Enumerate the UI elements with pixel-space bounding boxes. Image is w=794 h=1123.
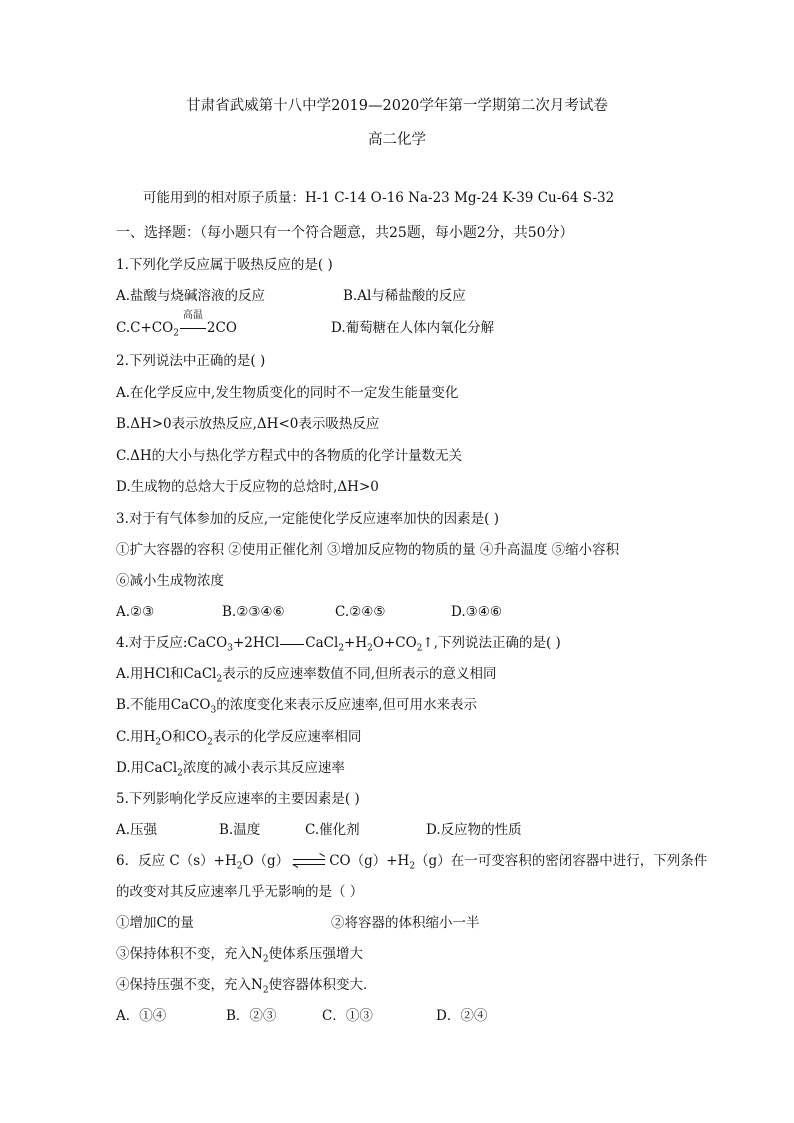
q6-stem-text: O（g） — [242, 853, 290, 869]
q3-option-d: D.③④⑥ — [451, 604, 502, 620]
q1-option-b: B.Al与稀盐酸的反应 — [343, 288, 466, 304]
reaction-equals-line — [280, 639, 304, 649]
q2-option-a: A.在化学反应中,发生物质变化的同时不一定发生能量变化 — [116, 385, 459, 401]
q1-option-d: D.葡萄糖在人体内氧化分解 — [331, 320, 495, 336]
q6-condition-2: ②将容器的体积缩小一半 — [331, 915, 480, 931]
q1-c-sub: 2 — [173, 328, 179, 339]
q4-c-text: 表示的化学反应速率相同 — [212, 729, 362, 745]
q4-stem-text: O+CO — [372, 635, 417, 651]
q6-c3-sub: 2 — [262, 954, 269, 965]
q4-option-c — [116, 727, 361, 753]
q4-a-text: 表示的反应速率数值不同,但所表示的意义相同 — [222, 666, 497, 682]
q4-a-sub: 2 — [216, 674, 223, 685]
q4-stem-text: CaCl — [305, 635, 339, 651]
q4-b-text: B.不能用CaCO — [116, 697, 211, 713]
q2-option-b: B.ΔH>0表示放热反应,ΔH<0表示吸热反应 — [116, 416, 380, 432]
q4-stem-text: 4.对于反应:CaCO — [116, 635, 228, 651]
q4-option-d — [116, 758, 345, 784]
q4-stem — [116, 633, 561, 659]
q2-option-c: C.ΔH的大小与热化学方程式中的各物质的化学计量数无关 — [116, 448, 463, 464]
q6-option-c: C．①③ — [322, 1008, 373, 1024]
reaction-arrow — [180, 309, 206, 336]
q4-c-text: O和CO — [161, 729, 208, 745]
q1-option-a: A.盐酸与烧碱溶液的反应 — [116, 288, 266, 304]
q3-option-b: B.②③④⑥ — [222, 604, 285, 620]
q5-option-a: A.压强 — [116, 822, 158, 838]
q1-c-condition: 高温 — [182, 309, 203, 321]
q5-option-d: D.反应物的性质 — [426, 822, 522, 838]
q4-stem-text: +H — [344, 635, 368, 651]
atomic-masses: 可能用到的相对原子质量：H-1 C-14 O-16 Na-23 Mg-24 K-39 Cu-64 S-32 — [143, 190, 615, 206]
q3-option-c: C.②④⑤ — [335, 604, 386, 620]
q4-stem-text: +2HCl — [232, 635, 280, 651]
q4-c-text: C.用H — [116, 729, 156, 745]
q5-option-b: B.温度 — [219, 822, 261, 838]
q3-stem: 3.对于有气体参加的反应,一定能使化学反应速率加快的因素是( ) — [116, 511, 499, 527]
q6-option-a: A．①④ — [116, 1008, 167, 1024]
q6-stem-sub: 2 — [409, 861, 416, 872]
q6-c4-text: 使容器体积变大． — [268, 977, 377, 993]
q4-a-text: A.用HCl和CaCl — [116, 666, 217, 682]
q4-c-sub: 2 — [207, 737, 213, 748]
q4-stem-sub: 2 — [416, 643, 423, 654]
q6-stem-text: （g）在一可变容积的密闭容器中进行，下列条件 — [415, 853, 708, 869]
q6-stem-text: CO（g）+H — [329, 853, 410, 869]
reversible-arrow-icon — [293, 856, 325, 868]
q1-c-right: 2CO — [206, 320, 237, 336]
q3-conditions-line2: ⑥减小生成物浓度 — [116, 573, 224, 589]
q6-condition-3 — [116, 944, 363, 970]
q6-option-d: D．②④ — [436, 1008, 488, 1024]
q6-c3-text: 使体系压强增大 — [268, 946, 364, 962]
q3-conditions-line1: ①扩大容器的容积 ②使用正催化剂 ③增加反应物的物质的量 ④升高温度 ⑤缩小容积 — [116, 542, 620, 558]
q6-condition-4 — [116, 975, 377, 1001]
q4-option-a — [116, 664, 497, 690]
q6-stem — [116, 851, 707, 877]
q4-stem-sub: 3 — [227, 643, 233, 654]
q6-stem-sub: 2 — [236, 861, 243, 872]
q4-d-text: D.用CaCl — [116, 760, 178, 776]
q4-stem-sub: 2 — [367, 643, 373, 654]
q6-stem-text: 6．反应 C（s）+H — [116, 853, 237, 869]
q3-option-a: A.②③ — [116, 604, 155, 620]
q6-stem-line2: 的改变对其反应速率几乎无影响的是（ ） — [116, 884, 364, 900]
q5-stem: 5.下列影响化学反应速率的主要因素是( ) — [116, 791, 360, 807]
q4-stem-text: ↑,下列说法正确的是( ) — [422, 635, 561, 651]
q4-d-text: 浓度的减小表示其反应速率 — [182, 760, 345, 776]
q1-c-left: C.C+CO — [116, 320, 174, 336]
q6-c4-text: ④保持压强不变，充入N — [116, 977, 263, 993]
q2-option-d: D.生成物的总焓大于反应物的总焓时,ΔH>0 — [116, 479, 379, 495]
q4-stem-sub: 2 — [338, 643, 345, 654]
q2-stem: 2.下列说法中正确的是( ) — [116, 353, 266, 369]
q5-option-c: C.催化剂 — [305, 822, 360, 838]
exam-title: 甘肃省武威第十八中学2019—2020学年第一学期第二次月考试卷 — [186, 98, 608, 114]
q6-condition-1: ①增加C的量 — [116, 915, 194, 931]
q6-c3-text: ③保持体积不变，充入N — [116, 946, 263, 962]
q1-stem: 1.下列化学反应属于吸热反应的是( ) — [116, 257, 333, 273]
section-heading: 一、选择题：（每小题只有一个符合题意，共25题，每小题2分，共50分） — [116, 225, 574, 241]
q4-d-sub: 2 — [177, 768, 183, 779]
q4-option-b — [116, 695, 477, 721]
q6-option-b: B．②③ — [226, 1008, 277, 1024]
exam-subtitle: 高二化学 — [368, 132, 426, 148]
q1-option-c — [116, 309, 237, 344]
q4-c-sub: 2 — [155, 737, 162, 748]
q4-b-text: 的浓度变化来表示反应速率,但可用水来表示 — [216, 697, 478, 713]
q4-b-sub: 3 — [210, 705, 217, 716]
q6-c4-sub: 2 — [262, 985, 269, 996]
